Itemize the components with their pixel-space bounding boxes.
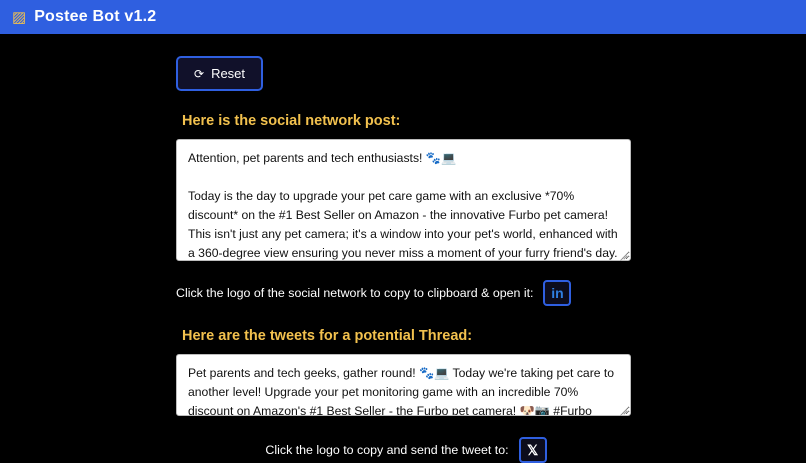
reset-button[interactable]: [176, 56, 263, 91]
thread-section-heading: Here are the tweets for a potential Thread:: [182, 328, 473, 344]
x-logo-label: 𝕏: [526, 442, 539, 458]
reset-button-label: Reset: [211, 66, 246, 81]
robot-icon: ▨: [12, 8, 27, 26]
thread-action-hint: Click the logo to copy and send the tweet to:: [265, 443, 509, 457]
linkedin-logo-icon[interactable]: [543, 280, 571, 306]
thread-action-row: [176, 437, 636, 463]
thread-textarea-wrapper: [176, 354, 631, 416]
app-title: Postee Bot v1.2: [34, 8, 157, 25]
post-section-heading: Here is the social network post:: [182, 113, 401, 129]
post-textarea[interactable]: [176, 139, 631, 261]
post-textarea-wrapper: [176, 139, 631, 261]
post-action-hint: Click the logo of the social network to copy to clipboard & open it:: [176, 286, 534, 300]
content-column: [176, 34, 636, 463]
linkedin-logo-label: in: [551, 285, 564, 301]
app-titlebar: [0, 0, 806, 34]
thread-textarea[interactable]: [176, 354, 631, 416]
x-logo-icon[interactable]: [519, 437, 547, 463]
post-action-row: [176, 280, 636, 306]
page-body: [0, 34, 806, 463]
refresh-icon: ⟳: [194, 66, 205, 81]
